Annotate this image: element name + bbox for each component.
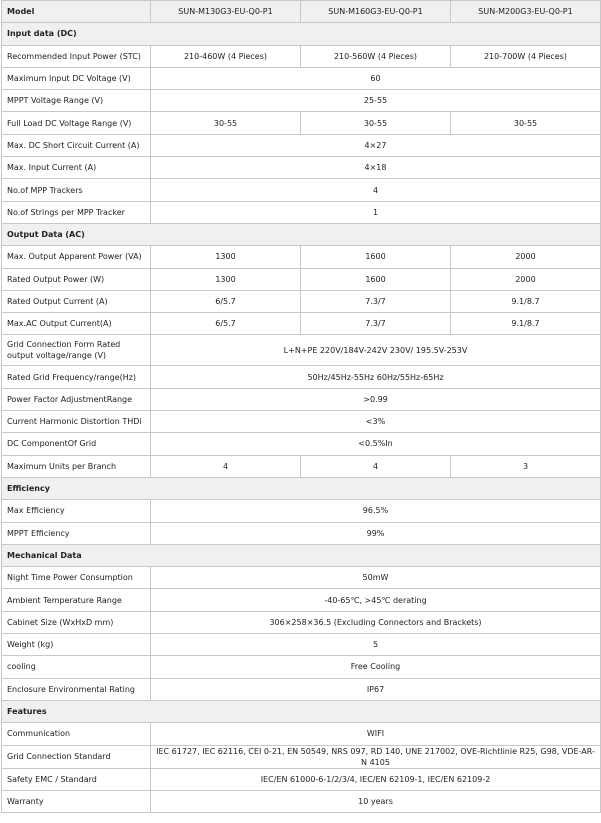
spec-row xyxy=(2,745,601,768)
spec-value: IEC/EN 61000-6-1/2/3/4, IEC/EN 62109-1, IEC/EN 62109-2 xyxy=(151,768,601,790)
spec-row xyxy=(2,768,601,790)
spec-value: <3% xyxy=(151,411,601,433)
spec-label: Maximum Input DC Voltage (V) xyxy=(2,67,151,89)
spec-label: Ambient Temperature Range xyxy=(2,589,151,611)
spec-value: 96.5% xyxy=(151,500,601,522)
spec-value: Free Cooling xyxy=(151,656,601,678)
spec-label: Weight (kg) xyxy=(2,634,151,656)
spec-value: 25-55 xyxy=(151,90,601,112)
spec-value: 50mW xyxy=(151,567,601,589)
spec-label: Grid Connection Standard xyxy=(2,745,151,768)
spec-value: 6/5.7 xyxy=(151,313,301,335)
spec-label: Rated Output Power (W) xyxy=(2,268,151,290)
spec-label: Full Load DC Voltage Range (V) xyxy=(2,112,151,134)
spec-value: 210-460W (4 Pieces) xyxy=(151,45,301,67)
spec-value: 210-560W (4 Pieces) xyxy=(301,45,451,67)
section-row xyxy=(2,23,601,45)
spec-label: Rated Grid Frequency/range(Hz) xyxy=(2,366,151,388)
spec-row xyxy=(2,112,601,134)
spec-label: No.of Strings per MPP Tracker xyxy=(2,201,151,223)
spec-label: Current Harmonic Distortion THDi xyxy=(2,411,151,433)
spec-label: Max.AC Output Current(A) xyxy=(2,313,151,335)
spec-value: 50Hz/45Hz-55Hz 60Hz/55Hz-65Hz xyxy=(151,366,601,388)
spec-label: DC ComponentOf Grid xyxy=(2,433,151,455)
spec-row xyxy=(2,179,601,201)
spec-label: MPPT Voltage Range (V) xyxy=(2,90,151,112)
spec-label: Max Efficiency xyxy=(2,500,151,522)
spec-value: >0.99 xyxy=(151,388,601,410)
spec-label: Enclosure Environmental Rating xyxy=(2,678,151,700)
spec-row xyxy=(2,157,601,179)
spec-value: <0.5%In xyxy=(151,433,601,455)
spec-row xyxy=(2,611,601,633)
spec-label: Communication xyxy=(2,723,151,745)
spec-value: 4 xyxy=(151,455,301,477)
spec-label: MPPT Efficiency xyxy=(2,522,151,544)
spec-value: 306×258×36.5 (Excluding Connectors and Brackets) xyxy=(151,611,601,633)
spec-value: L+N+PE 220V/184V-242V 230V/ 195.5V-253V xyxy=(151,335,601,366)
spec-value: WIFI xyxy=(151,723,601,745)
spec-label: Recommended Input Power (STC) xyxy=(2,45,151,67)
spec-label: Max. Output Apparent Power (VA) xyxy=(2,246,151,268)
spec-row xyxy=(2,678,601,700)
spec-row xyxy=(2,67,601,89)
spec-value: 10 years xyxy=(151,790,601,812)
spec-value: 1300 xyxy=(151,246,301,268)
spec-label: Cabinet Size (WxHxD mm) xyxy=(2,611,151,633)
section-title: Output Data (AC) xyxy=(2,223,601,245)
spec-value: IP67 xyxy=(151,678,601,700)
spec-value: 4 xyxy=(301,455,451,477)
section-row xyxy=(2,700,601,722)
spec-value: 3 xyxy=(451,455,601,477)
spec-row xyxy=(2,313,601,335)
spec-value: 210-700W (4 Pieces) xyxy=(451,45,601,67)
spec-value: 30-55 xyxy=(151,112,301,134)
spec-row xyxy=(2,790,601,812)
spec-value: 30-55 xyxy=(301,112,451,134)
spec-label: cooling xyxy=(2,656,151,678)
spec-value: 4 xyxy=(151,179,601,201)
spec-label: Grid Connection Form Rated output voltage/range (V) xyxy=(2,335,151,366)
model-name: SUN-M160G3-EU-Q0-P1 xyxy=(301,1,451,23)
spec-row xyxy=(2,411,601,433)
spec-row xyxy=(2,90,601,112)
spec-table xyxy=(1,0,601,813)
spec-row xyxy=(2,500,601,522)
header-row xyxy=(2,1,601,23)
header-label: Model xyxy=(2,1,151,23)
spec-label: Max. Input Current (A) xyxy=(2,157,151,179)
section-title: Features xyxy=(2,700,601,722)
section-row xyxy=(2,223,601,245)
spec-row xyxy=(2,335,601,366)
spec-value: 1600 xyxy=(301,268,451,290)
section-row xyxy=(2,544,601,566)
spec-value: 9.1/8.7 xyxy=(451,313,601,335)
spec-row xyxy=(2,366,601,388)
spec-value: -40-65℃, >45℃ derating xyxy=(151,589,601,611)
spec-row xyxy=(2,201,601,223)
spec-value: 5 xyxy=(151,634,601,656)
spec-row xyxy=(2,45,601,67)
spec-row xyxy=(2,634,601,656)
spec-value: 1300 xyxy=(151,268,301,290)
section-title: Efficiency xyxy=(2,477,601,499)
spec-row xyxy=(2,433,601,455)
spec-value: 60 xyxy=(151,67,601,89)
spec-label: Rated Output Current (A) xyxy=(2,290,151,312)
spec-value: 1 xyxy=(151,201,601,223)
spec-label: Power Factor AdjustmentRange xyxy=(2,388,151,410)
spec-row xyxy=(2,522,601,544)
spec-row xyxy=(2,268,601,290)
spec-value: 4×27 xyxy=(151,134,601,156)
spec-value: 2000 xyxy=(451,246,601,268)
spec-value: 4×18 xyxy=(151,157,601,179)
spec-value: 7.3/7 xyxy=(301,313,451,335)
spec-row xyxy=(2,134,601,156)
spec-row xyxy=(2,589,601,611)
spec-value: 7.3/7 xyxy=(301,290,451,312)
spec-value: 6/5.7 xyxy=(151,290,301,312)
spec-row xyxy=(2,246,601,268)
spec-value: IEC 61727, IEC 62116, CEI 0-21, EN 50549, NRS 097, RD 140, UNE 217002, OVE-Richtlinie R25, G98, VDE-AR-N 4105 xyxy=(151,745,601,768)
model-name: SUN-M200G3-EU-Q0-P1 xyxy=(451,1,601,23)
spec-value: 99% xyxy=(151,522,601,544)
spec-value: 2000 xyxy=(451,268,601,290)
section-row xyxy=(2,477,601,499)
spec-label: Max. DC Short Circuit Current (A) xyxy=(2,134,151,156)
spec-label: Maximum Units per Branch xyxy=(2,455,151,477)
spec-label: No.of MPP Trackers xyxy=(2,179,151,201)
spec-row xyxy=(2,656,601,678)
spec-label: Safety EMC / Standard xyxy=(2,768,151,790)
spec-label: Warranty xyxy=(2,790,151,812)
spec-value: 30-55 xyxy=(451,112,601,134)
spec-label: Night Time Power Consumption xyxy=(2,567,151,589)
model-name: SUN-M130G3-EU-Q0-P1 xyxy=(151,1,301,23)
spec-row xyxy=(2,455,601,477)
spec-row xyxy=(2,388,601,410)
section-title: Input data (DC) xyxy=(2,23,601,45)
spec-row xyxy=(2,723,601,745)
spec-value: 1600 xyxy=(301,246,451,268)
section-title: Mechanical Data xyxy=(2,544,601,566)
spec-row xyxy=(2,290,601,312)
spec-row xyxy=(2,567,601,589)
spec-value: 9.1/8.7 xyxy=(451,290,601,312)
